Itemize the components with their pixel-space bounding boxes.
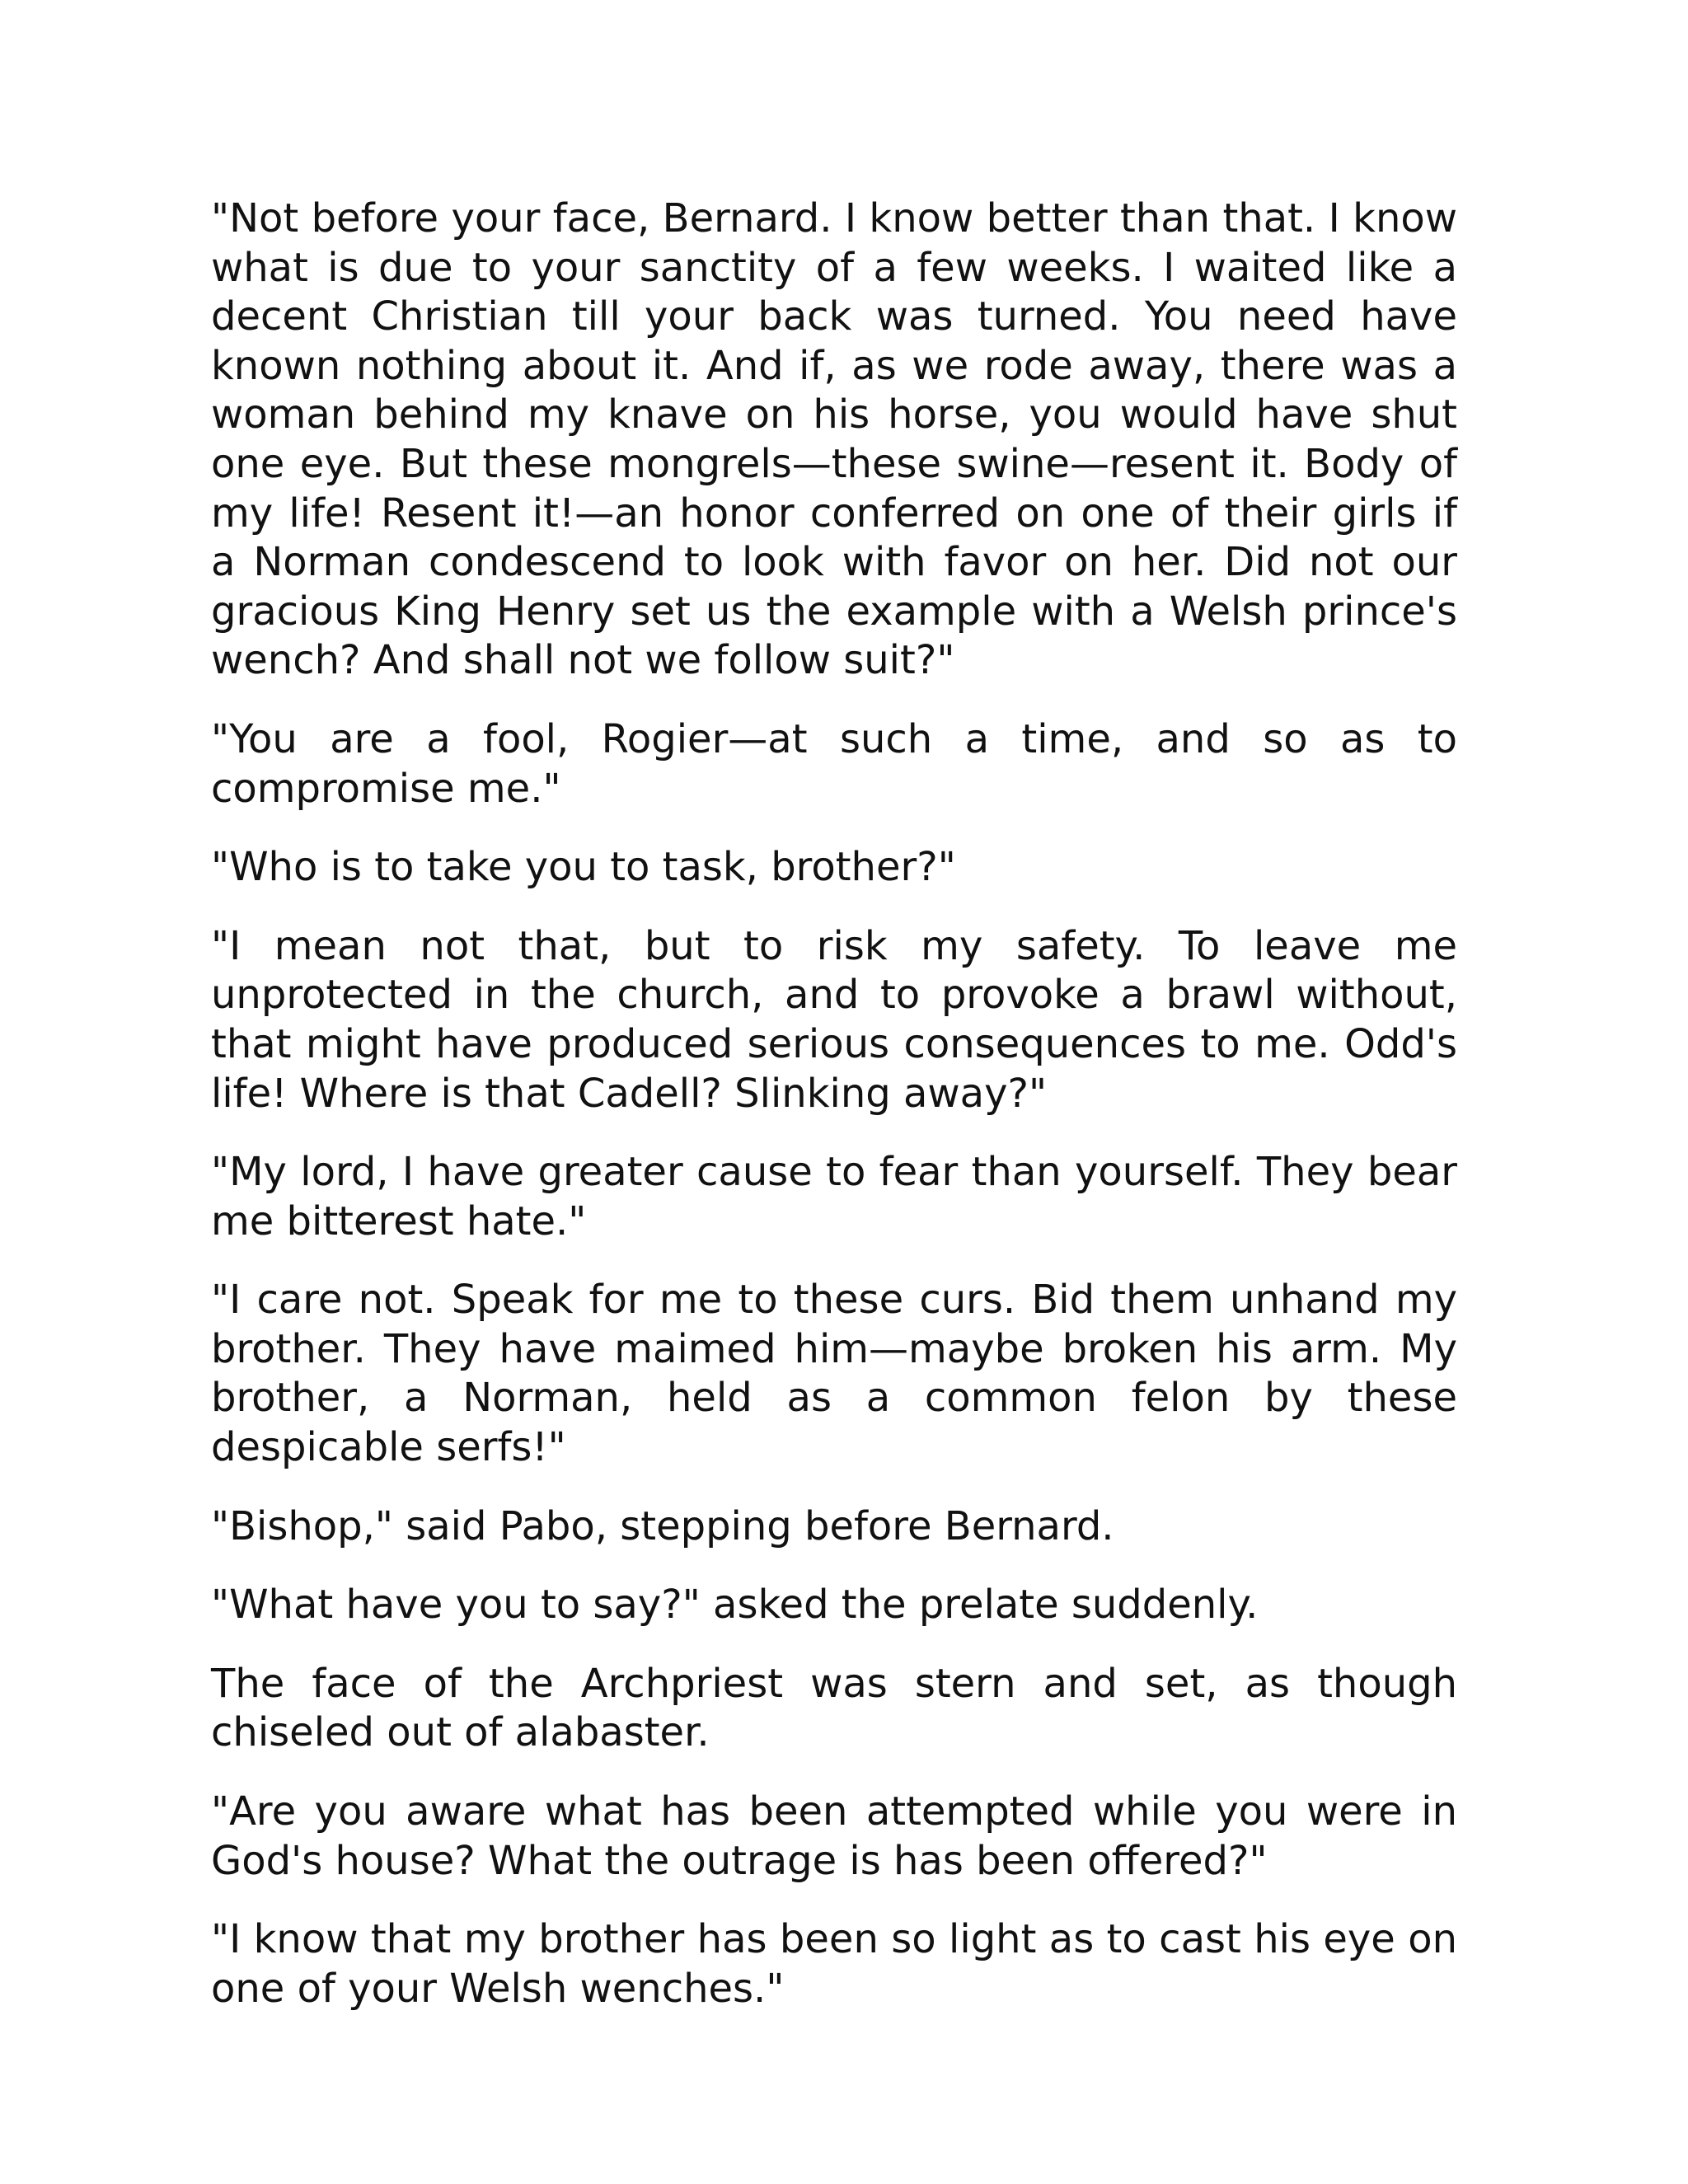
document-page (211, 194, 1457, 2043)
paragraph: "What have you to say?" asked the prelate suddenly. (211, 1582, 1259, 1629)
paragraph: "Bishop," said Pabo, stepping before Bernard. (211, 1502, 1114, 1549)
paragraph: The face of the Archpriest was stern and set, as though chiseled out of alabaster. (211, 1660, 1457, 1756)
paragraph: "My lord, I have greater cause to fear than yourself. They bear me bitterest hate." (211, 1149, 1457, 1244)
paragraph: "You are a fool, Rogier—at such a time, and so as to compromise me." (211, 715, 1457, 812)
paragraph: "Not before your face, Bernard. I know better than that. I know what is due to your sanctity of a few weeks. I waited like a decent Christian till your back was turned. You need have known nothing about it. And if, as we rode away, there was a woman behind my knave on his horse, you would have shut one eye. But these mongrels—these swine—resent it. Body of my life! Resent it!—an honor conferred on one of their girls if a Norman condescend to look with favor on her. Did not our gracious King Henry set us the example with a Welsh prince's wench? And shall not we follow suit?" (211, 195, 1457, 684)
paragraph: "I mean not that, but to risk my safety. To leave me unprotected in the church, and to provoke a brawl without, that might have produced serious consequences to me. Odd's life! Where is that Cadell? Slinking away?" (211, 922, 1457, 1117)
paragraph: "Are you aware what has been attempted while you were in God's house? What the outrage is has been offered?" (211, 1788, 1457, 1884)
paragraph: "I care not. Speak for me to these curs. Bid them unhand my brother. They have maimed him—maybe broken his arm. My brother, a Norman, held as a common felon by these despicable serfs!" (211, 1277, 1457, 1471)
paragraph: "Who is to take you to task, brother?" (211, 844, 956, 891)
paragraph: "I know that my brother has been so light as to cast his eye on one of your Welsh wenches." (211, 1916, 1457, 2012)
